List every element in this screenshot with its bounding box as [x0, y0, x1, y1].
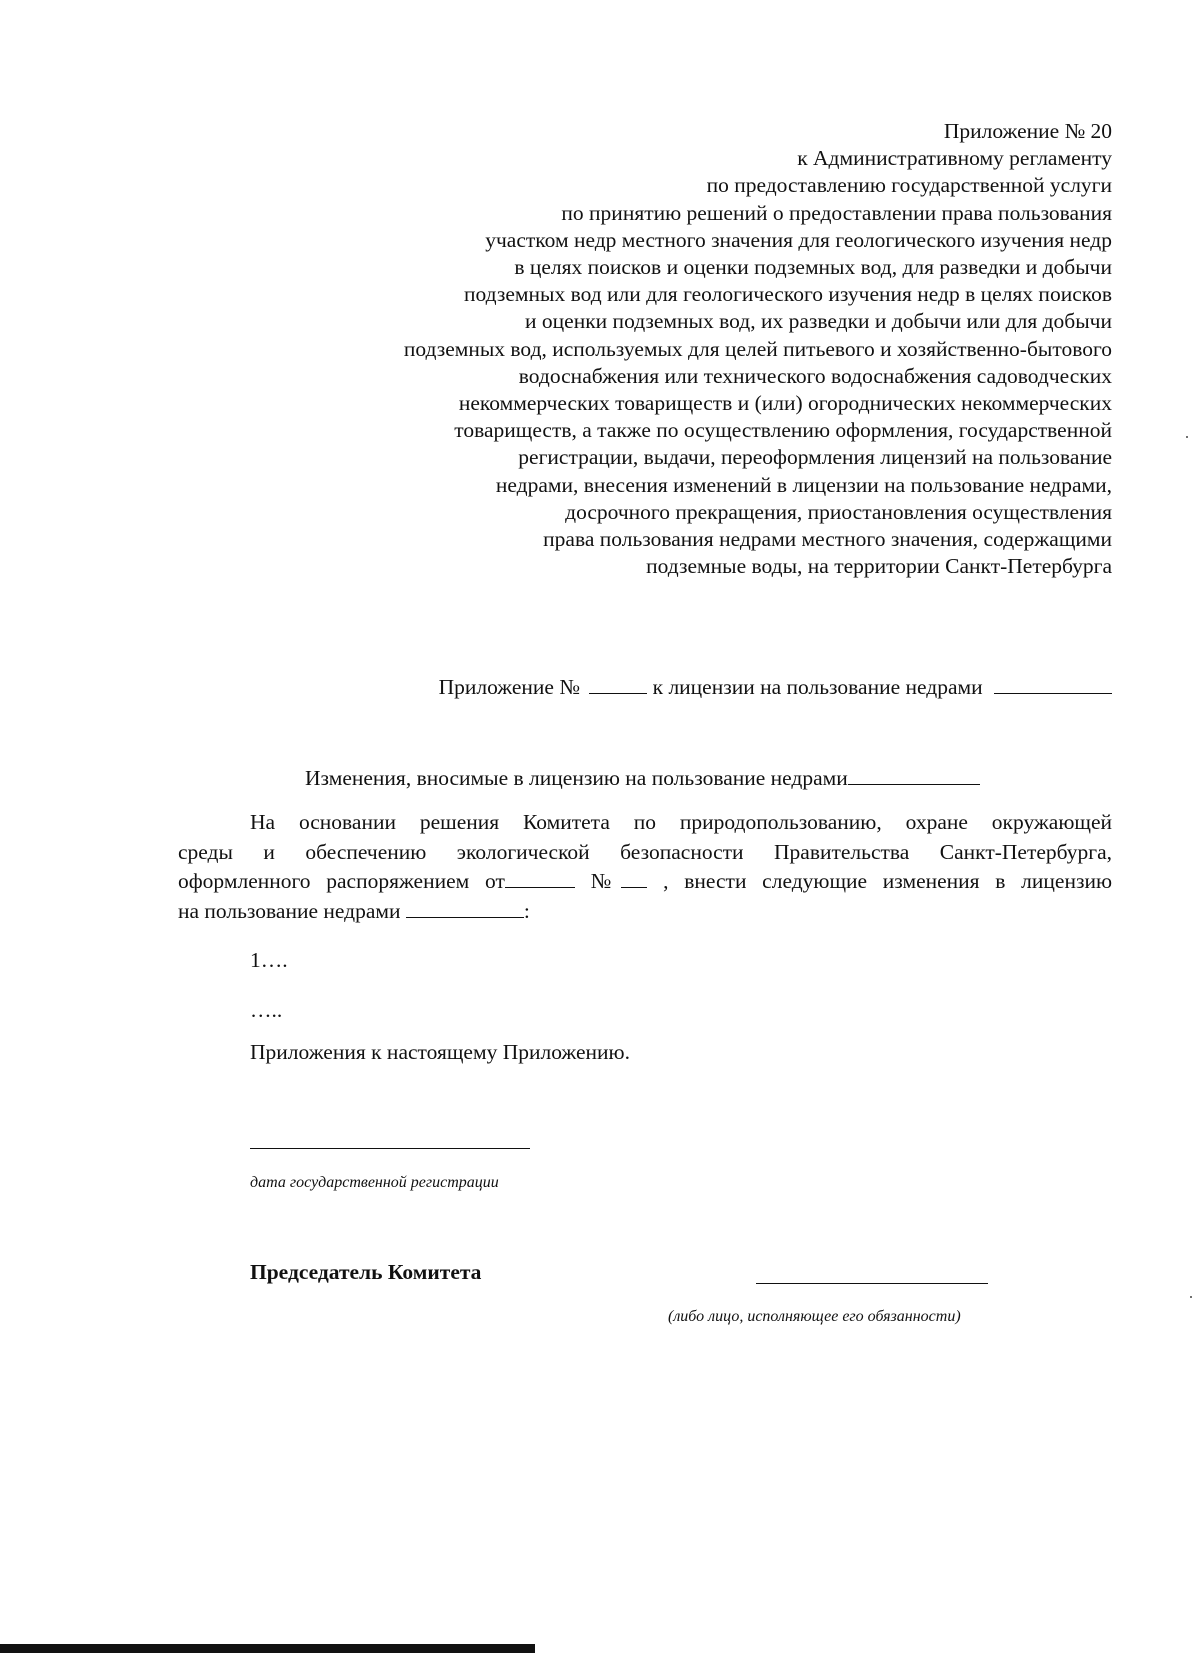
changes-title: [305, 766, 980, 791]
header-line: подземные воды, на территории Санкт-Петербурга: [646, 554, 1112, 579]
header-line: Приложение № 20: [943, 119, 1112, 143]
body-paragraph: [178, 808, 1112, 926]
header-line: подземных вод или для геологического изучения недр в целях поисков: [464, 282, 1112, 307]
body-row: [178, 867, 1112, 897]
header-line: к Административному регламенту: [797, 146, 1112, 171]
header-line: права пользования недрами местного значения, содержащими: [543, 527, 1112, 552]
scan-dot: [1186, 436, 1188, 438]
registration-date-caption: дата государственной регистрации: [250, 1174, 499, 1191]
appendix-number-blank: [589, 675, 647, 694]
order-number-blank: [621, 869, 647, 888]
header-line: некоммерческих товариществ и (или) огороднических некоммерческих: [458, 391, 1112, 416]
body-row: [178, 897, 1112, 927]
header-line: недрами, внесения изменений в лицензии на пользование недрами,: [495, 472, 1112, 497]
license-label: на пользование недрами: [178, 898, 401, 923]
header-line: подземных вод, используемых для целей питьевого и хозяйственно-бытового: [403, 336, 1112, 361]
chairman-signature-caption: (либо лицо, исполняющее его обязанности): [668, 1308, 961, 1325]
chairman-signature-line: [756, 1283, 988, 1284]
header-line: и оценки подземных вод, их разведки и добычи или для добычи: [525, 309, 1112, 334]
registration-date-line: [250, 1148, 530, 1149]
order-date-blank: [505, 869, 575, 888]
header-line: товариществ, а также по осуществлению оформления, государственной: [454, 418, 1112, 443]
attachments-note: Приложения к настоящему Приложению.: [250, 1040, 630, 1064]
order-date-label: оформленного распоряжением от: [178, 869, 505, 893]
body-row: среды и обеспечению экологической безопасности Правительства Санкт-Петербурга,: [178, 839, 1112, 864]
header-line: водоснабжения или технического водоснабжения садоводческих: [518, 363, 1112, 388]
changes-license-blank: [848, 766, 980, 785]
scan-edge-mark: [0, 1644, 535, 1653]
change-item-ellipsis: …..: [250, 998, 283, 1022]
changes-title-text: Изменения, вносимые в лицензию на пользование недрами: [305, 766, 848, 790]
colon: :: [523, 898, 530, 923]
order-number-label: №: [590, 869, 622, 893]
change-item-1: 1….: [250, 948, 288, 972]
scan-dot: [1190, 1296, 1192, 1298]
chairman-title: Председатель Комитета: [250, 1260, 482, 1284]
header-line: по принятию решений о предоставлении права пользования: [561, 200, 1112, 225]
body-row: На основании решения Комитета по природопользованию, охране окружающей: [250, 810, 1112, 834]
license-number-blank: [994, 675, 1112, 694]
license-blank: [406, 899, 524, 918]
header-line: регистрации, выдачи, переоформления лицензий на пользование: [518, 445, 1112, 470]
header-line: в целях поисков и оценки подземных вод, для разведки и добычи: [514, 255, 1112, 280]
appendix-ref-label: Приложение №: [438, 675, 580, 699]
license-appendix-reference: [212, 675, 1112, 700]
header-line: досрочного прекращения, приостановления осуществления: [565, 499, 1112, 524]
appendix-ref-license-text: к лицензии на пользование недрами: [652, 675, 983, 699]
header-line: по предоставлению государственной услуги: [706, 173, 1112, 198]
order-continuation: , внести следующие изменения в лицензию: [663, 869, 1113, 893]
appendix-header: [252, 118, 1112, 580]
header-line: участком недр местного значения для геологического изучения недр: [485, 227, 1112, 252]
